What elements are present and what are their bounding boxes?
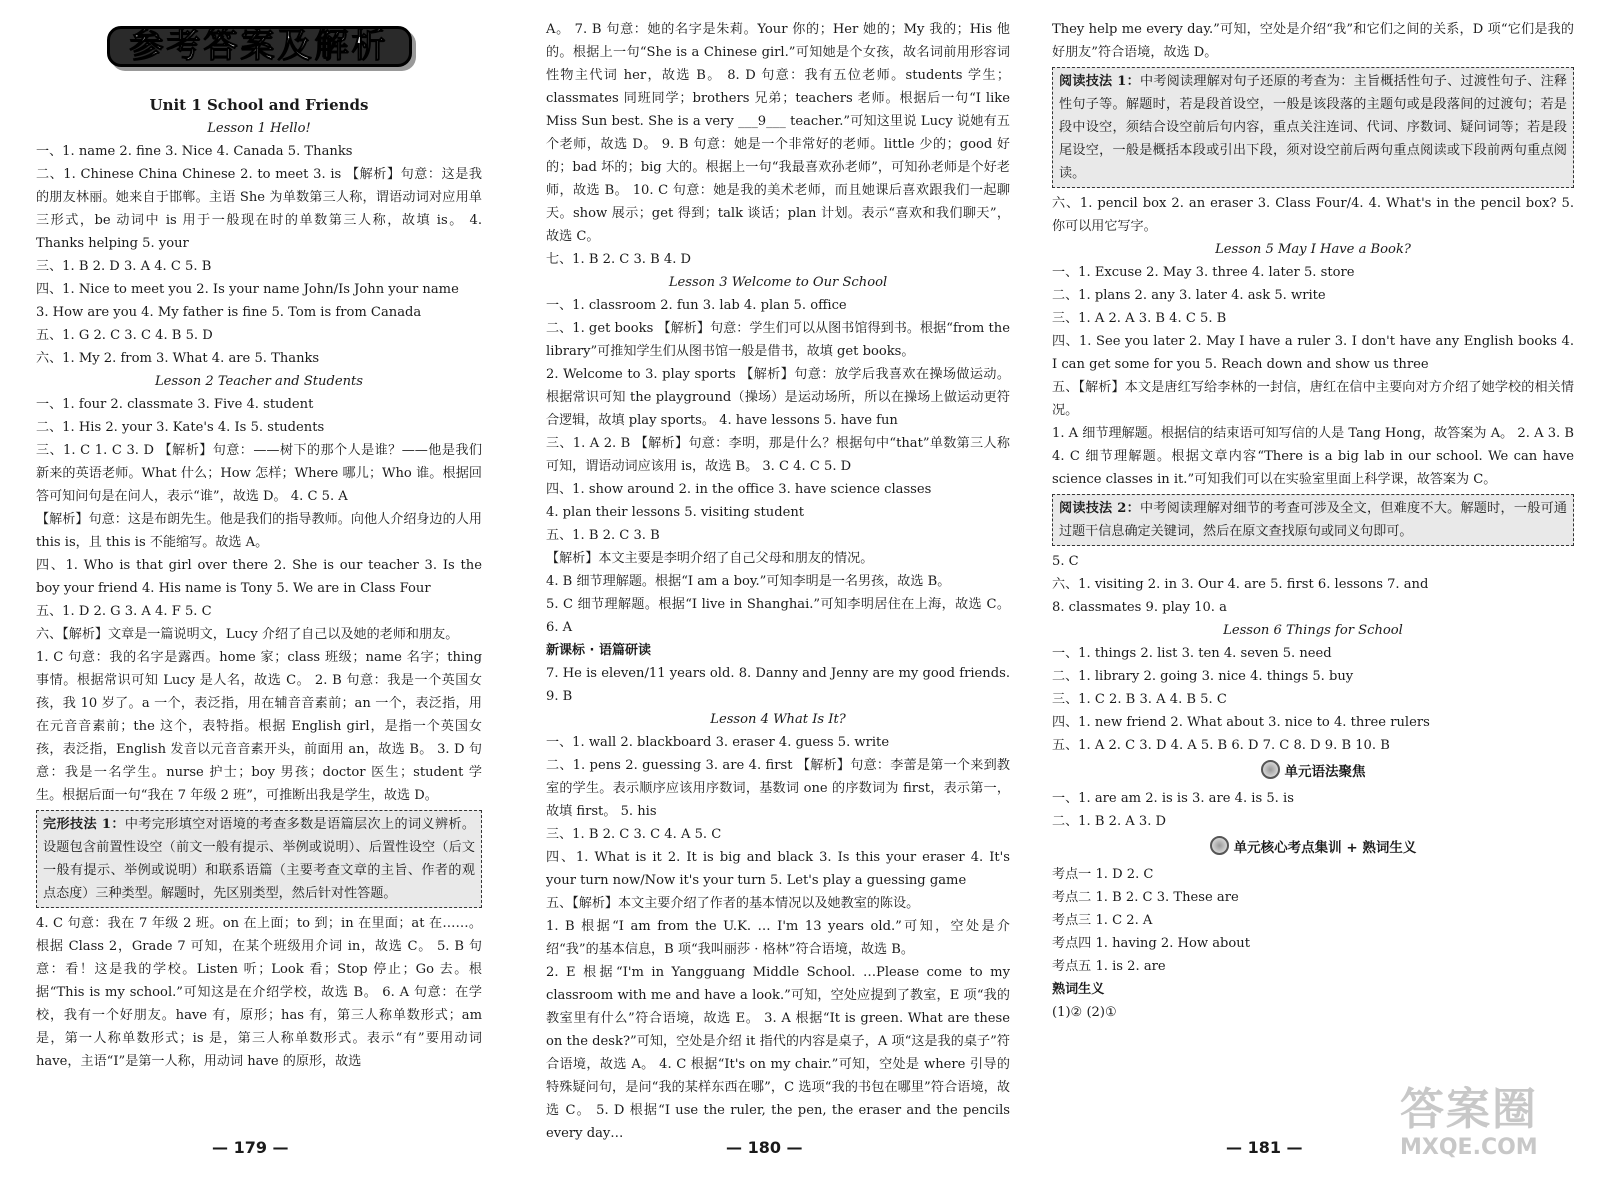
- answer-line: 六、1. visiting 2. in 3. Our 4. are 5. first 6. lessons 7. and: [1052, 577, 1429, 592]
- tip-text: 中考完形填空对语境的考查多数是语篇层次上的词义辨析。设题包含前置性设空（前文一般有提示、举例或说明）、后置性设空（后文一般有提示、举例或说明）和联系语篇（主要考查文章的主旨、作者的观点态度）三种类型。解题时，先区别类型，然后针对性答题。: [43, 817, 476, 901]
- answer-line: 4. B 细节理解题。根据“I am a boy.”可知李明是一名男孩，故选 B。: [546, 574, 951, 589]
- answer-line: 考点三 1. C 2. A: [1052, 913, 1153, 928]
- banner-area: [36, 26, 482, 90]
- answer-line: 二、1. get books 【解析】句意：学生们可以从图书馆得到书。根据“from the library”可推知学生们从图书馆一般是借书，故填 get books。: [546, 321, 1010, 359]
- tip-text: 中考阅读理解对句子还原的考查为：主旨概括性句子、过渡性句子、注释性句子等。解题时，若是段首设空，一般是该段落的主题句或是段落间的过渡句；若是段中设空，须结合设空前后句内容，重点关注连词、代词、序数词、疑问词等；若是段尾设空，一般是概括本段或引出下段，须对设空前后两句重点阅读或下段前两句重点阅读。: [1059, 74, 1568, 181]
- answer-line: 七、1. B 2. C 3. B 4. D: [546, 252, 692, 267]
- answer-line: 五、1. B 2. C 3. B: [546, 528, 660, 543]
- tip-box-reading-1: [1052, 67, 1574, 188]
- watermark-cn: 答案圈: [1400, 1084, 1538, 1135]
- tip-box-cloze-1: [36, 810, 482, 908]
- answer-line: 【解析】本文主要是李明介绍了自己父母和朋友的情况。: [546, 551, 874, 566]
- column-left: [36, 18, 482, 1129]
- answer-line: 2. Welcome to 3. play sports 【解析】句意：放学后我喜欢在操场做运动。根据常识可知 the playground（操场）是运动场所，所以在操场上做运动更符合逻辑，故填 play sports。 4. have lessons 5. have fun: [546, 367, 1010, 428]
- lesson-5-title: Lesson 5 May I Have a Book?: [1215, 242, 1411, 257]
- page-number-180: — 180 —: [726, 1138, 803, 1157]
- tip-tag: 阅读技法 2：: [1059, 501, 1140, 516]
- tip-tag: 阅读技法 1：: [1059, 74, 1140, 89]
- lesson-2-title: Lesson 2 Teacher and Students: [154, 374, 364, 389]
- answer-line: 考点五 1. is 2. are: [1052, 959, 1166, 974]
- answer-line: 六、【解析】文章是一篇说明文，Lucy 介绍了自己以及她的老师和朋友。: [36, 627, 459, 642]
- answer-line: 1. B 根据“I am from the U.K. … I'm 13 years old.”可知，空处是介绍“我”的基本信息，B 项“我叫丽莎 · 格林”符合语境，故选 B。: [546, 919, 1010, 957]
- answer-line: 四、1. show around 2. in the office 3. have science classes: [546, 482, 932, 497]
- answer-line: 三、1. B 2. D 3. A 4. C 5. B: [36, 259, 212, 274]
- answer-line: 五、【解析】本文是唐红写给李林的一封信，唐红在信中主要向对方介绍了她学校的相关情况。: [1052, 380, 1574, 418]
- answer-line: 一、1. are am 2. is is 3. are 4. is 5. is: [1052, 791, 1294, 806]
- xinkebiao-title: 新课标 · 语篇研读: [546, 643, 651, 658]
- answer-line: 1. A 细节理解题。根据信的结束语可知写信的人是 Tang Hong，故答案为 A。 2. A 3. B 4. C 细节理解题。根据文章内容“There is a big lab in our school. We can have science classes in it.”可知我们可以在实验室里面上科学课，故答案为 C。: [1052, 426, 1574, 487]
- page-number-181: — 181 —: [1226, 1138, 1303, 1157]
- answer-line: 一、1. classroom 2. fun 3. lab 4. plan 5. office: [546, 298, 847, 313]
- answer-line: 二、1. His 2. your 3. Kate's 4. Is 5. students: [36, 420, 325, 435]
- answer-line: 考点二 1. B 2. C 3. These are: [1052, 890, 1239, 905]
- banner-title: 参考答案及解析: [107, 26, 412, 67]
- answer-line: 五、1. D 2. G 3. A 4. F 5. C: [36, 604, 212, 619]
- grammar-section-title: [1052, 760, 1574, 784]
- lesson-4-title: Lesson 4 What Is It?: [710, 712, 846, 727]
- answer-line: 三、1. A 2. A 3. B 4. C 5. B: [1052, 311, 1227, 326]
- lesson-3-title: Lesson 3 Welcome to Our School: [668, 275, 888, 290]
- answer-line: 一、1. Excuse 2. May 3. three 4. later 5. store: [1052, 265, 1355, 280]
- answer-line: 四、1. Nice to meet you 2. Is your name John/Is John your name: [36, 282, 459, 297]
- answer-line: A。 7. B 句意：她的名字是朱莉。Your 你的；Her 她的；My 我的；His 他的。根据上一句“She is a Chinese girl.”可知她是个女孩，故名词前用形容词性物主代词 her，故选 B。 8. D 句意：我有五位老师。students 学生；classmates 同班同学；brothers 兄弟；teachers 老师。根据后一句“I like Miss Sun best. She is a very ___9___ teacher.”可知这里说 Lucy 说她有五个老师，故选 D。 9. B 句意：她是一个非常好的老师。little 少的；good 好的；bad 坏的；big 大的。根据上一句“我最喜欢孙老师”，可知孙老师是个好老师，故选 B。 10. C 句意：她是我的美术老师，而且她课后喜欢跟我们一起聊天。show 展示；get 得到；talk 谈话；plan 计划。表示“喜欢和我们聊天”，故选 C。: [546, 22, 1010, 244]
- answer-line: 三、1. C 2. B 3. A 4. B 5. C: [1052, 692, 1227, 707]
- answer-line: 二、1. pens 2. guessing 3. are 4. first 【解析】句意：李蕾是第一个来到教室的学生。表示顺序应该用序数词，基数词 one 的序数词为 first，表示第一，故填 first。 5. his: [546, 758, 1010, 819]
- tip-box-reading-2: [1052, 494, 1574, 546]
- section-circle-icon: [1261, 760, 1280, 779]
- answer-line: 【解析】句意：这是布朗先生。他是我们的指导教师。向他人介绍身边的人用 this is，且 this is 不能缩写。故选 A。: [36, 512, 482, 550]
- core-title-text: 单元核心考点集训 + 熟词生义: [1233, 840, 1417, 856]
- answer-line: 一、1. name 2. fine 3. Nice 4. Canada 5. Thanks: [36, 144, 353, 159]
- answer-line: 五、1. G 2. C 3. C 4. B 5. D: [36, 328, 213, 343]
- answer-line: 4. plan their lessons 5. visiting student: [546, 505, 805, 520]
- answer-line: 4. C 句意：我在 7 年级 2 班。on 在上面；to 到；in 在里面；at 在……。根据 Class 2，Grade 7 可知，在某个班级用介词 in，故选 C。 5. B 句意：看！这是我的学校。Listen 听；Look 看；Stop 停止；Go 去。根据“This is my school.”可知这是在介绍学校，故选 B。 6. A 句意：在学校，我有一个好朋友。have 有，原形；has 有，第三人称单数形式；am 是，第一人称单数形式；is 是，第三人称单数形式。表示“有”要用动词 have，主语“I”是第一人称，用动词 have 的原形，故选: [36, 916, 482, 1069]
- unit-title: Unit 1 School and Friends: [149, 96, 369, 114]
- answer-line: 五、【解析】本文主要介绍了作者的基本情况以及她教室的陈设。: [546, 896, 920, 911]
- answer-line: 三、1. B 2. C 3. C 4. A 5. C: [546, 827, 722, 842]
- answer-line: 三、1. A 2. B 【解析】句意：李明，那是什么？根据句中“that”单数第三人称可知，谓语动词应该用 is，故选 B。 3. C 4. C 5. D: [546, 436, 1010, 474]
- core-section-title: [1052, 836, 1574, 860]
- column-middle: [546, 18, 1010, 1141]
- answer-line: 7. He is eleven/11 years old. 8. Danny and Jenny are my good friends. 9. B: [546, 666, 1010, 704]
- answer-line: 四、1. new friend 2. What about 3. nice to 4. three rulers: [1052, 715, 1430, 730]
- section-circle-icon: [1210, 836, 1229, 855]
- tip-tag: 完形技法 1：: [43, 817, 125, 832]
- answer-line: 四、1. What is it 2. It is big and black 3. Is this your eraser 4. It's your turn now/Now it's your turn 5. Let's play a guessing game: [546, 850, 1010, 888]
- answer-line: 8. classmates 9. play 10. a: [1052, 600, 1227, 615]
- answer-line: 五、1. A 2. C 3. D 4. A 5. B 6. D 7. C 8. D 9. B 10. B: [1052, 738, 1390, 753]
- answer-line: 考点四 1. having 2. How about: [1052, 936, 1250, 951]
- answer-line: 3. How are you 4. My father is fine 5. Tom is from Canada: [36, 305, 422, 320]
- answer-line: 一、1. four 2. classmate 3. Five 4. student: [36, 397, 314, 412]
- answer-line: 一、1. things 2. list 3. ten 4. seven 5. need: [1052, 646, 1332, 661]
- answer-line: 二、1. B 2. A 3. D: [1052, 814, 1167, 829]
- lesson-1-title: Lesson 1 Hello!: [207, 121, 311, 136]
- watermark-url: MXQE.COM: [1400, 1135, 1538, 1160]
- answer-line: 二、1. plans 2. any 3. later 4. ask 5. write: [1052, 288, 1326, 303]
- answer-line: 一、1. wall 2. blackboard 3. eraser 4. guess 5. write: [546, 735, 890, 750]
- page-number-179: — 179 —: [212, 1138, 289, 1157]
- answer-line: 六、1. pencil box 2. an eraser 3. Class Four/4. 4. What's in the pencil box? 5. 你可以用它写字。: [1052, 196, 1574, 234]
- answer-line: 1. C 句意：我的名字是露西。home 家；class 班级；name 名字；thing 事情。根据常识可知 Lucy 是人名，故选 C。 2. B 句意：我是一个英国女孩，我 10 岁了。a 一个，表泛指，用在辅音音素前；an 一个，表泛指，用在元音音素前；the 这个，表特指。根据 English girl，是指一个英国女孩，表泛指，English 发音以元音音素开头，前面用 an，故选 B。 3. D 句意：我是一名学生。nurse 护士；boy 男孩；doctor 医生；student 学生。根据后面一句“我在 7 年级 2 班”，可推断出我是学生，故选 D。: [36, 650, 482, 803]
- column-right: [1052, 18, 1574, 1129]
- answer-line: 5. C 细节理解题。根据“I live in Shanghai.”可知李明居住在上海，故选 C。 6. A: [546, 597, 1010, 635]
- watermark-logo: [1400, 1085, 1590, 1169]
- answer-line: (1)② (2)①: [1052, 1005, 1117, 1020]
- answer-line: 四、1. See you later 2. May I have a ruler 3. I don't have any English books 4. I can get some for you 5. Reach down and show us three: [1052, 334, 1574, 372]
- answer-line: 5. C: [1052, 554, 1079, 569]
- lesson-6-title: Lesson 6 Things for School: [1223, 623, 1403, 638]
- answer-line: 二、1. library 2. going 3. nice 4. things 5. buy: [1052, 669, 1354, 684]
- answer-line: 四、1. Who is that girl over there 2. She is our teacher 3. Is the boy your friend 4. His name is Tony 5. We are in Class Four: [36, 558, 482, 596]
- answer-line: They help me every day.”可知，空处是介绍“我”和它们之间的关系，D 项“它们是我的好朋友”符合语境，故选 D。: [1052, 22, 1574, 60]
- answer-line: 六、1. My 2. from 3. What 4. are 5. Thanks: [36, 351, 320, 366]
- tip-text: 中考阅读理解对细节的考查可涉及全文，但难度不大。解题时，一般可通过题干信息确定关键词，然后在原文查找原句或同义句即可。: [1059, 501, 1568, 539]
- answer-line: 2. E 根据“I'm in Yangguang Middle School. …Please come to my classroom with me and have a look.”可知，空处应提到了教室，E 项“我的教室里有什么”符合语境，故选 E。 3. A 根据“It is green. What are these on the desk?”可知，空处是介绍 it 指代的内容是桌子，A 项“这是我的桌子”符合语境，故选 A。 4. C 根据“It's on my chair.”可知，空处是 where 引导的特殊疑问句，是问“我的某样东西在哪”，C 选项“我的书包在哪里”符合语境，故选 C。 5. D 根据“I use the ruler, the pen, the eraser and the pencils every day…: [546, 965, 1010, 1141]
- shuci-title: 熟词生义: [1052, 982, 1105, 997]
- grammar-title-text: 单元语法聚焦: [1284, 764, 1366, 780]
- answer-line: 三、1. C 1. C 3. D 【解析】句意：——树下的那个人是谁？——他是我们新来的英语老师。What 什么；How 怎样；Where 哪儿；Who 谁。根据回答可知问句是在问人，表示“谁”，故选 D。 4. C 5. A: [36, 443, 482, 504]
- answer-line: 二、1. Chinese China Chinese 2. to meet 3. is 【解析】句意：这是我的朋友林丽。她来自于邯郸。主语 She 为单数第三人称，谓语动词对应用单三形式，be 动词中 is 用于一般现在时的单数第三人称，故填 is。 4. Thanks helping 5. your: [36, 167, 482, 251]
- answer-line: 考点一 1. D 2. C: [1052, 867, 1154, 882]
